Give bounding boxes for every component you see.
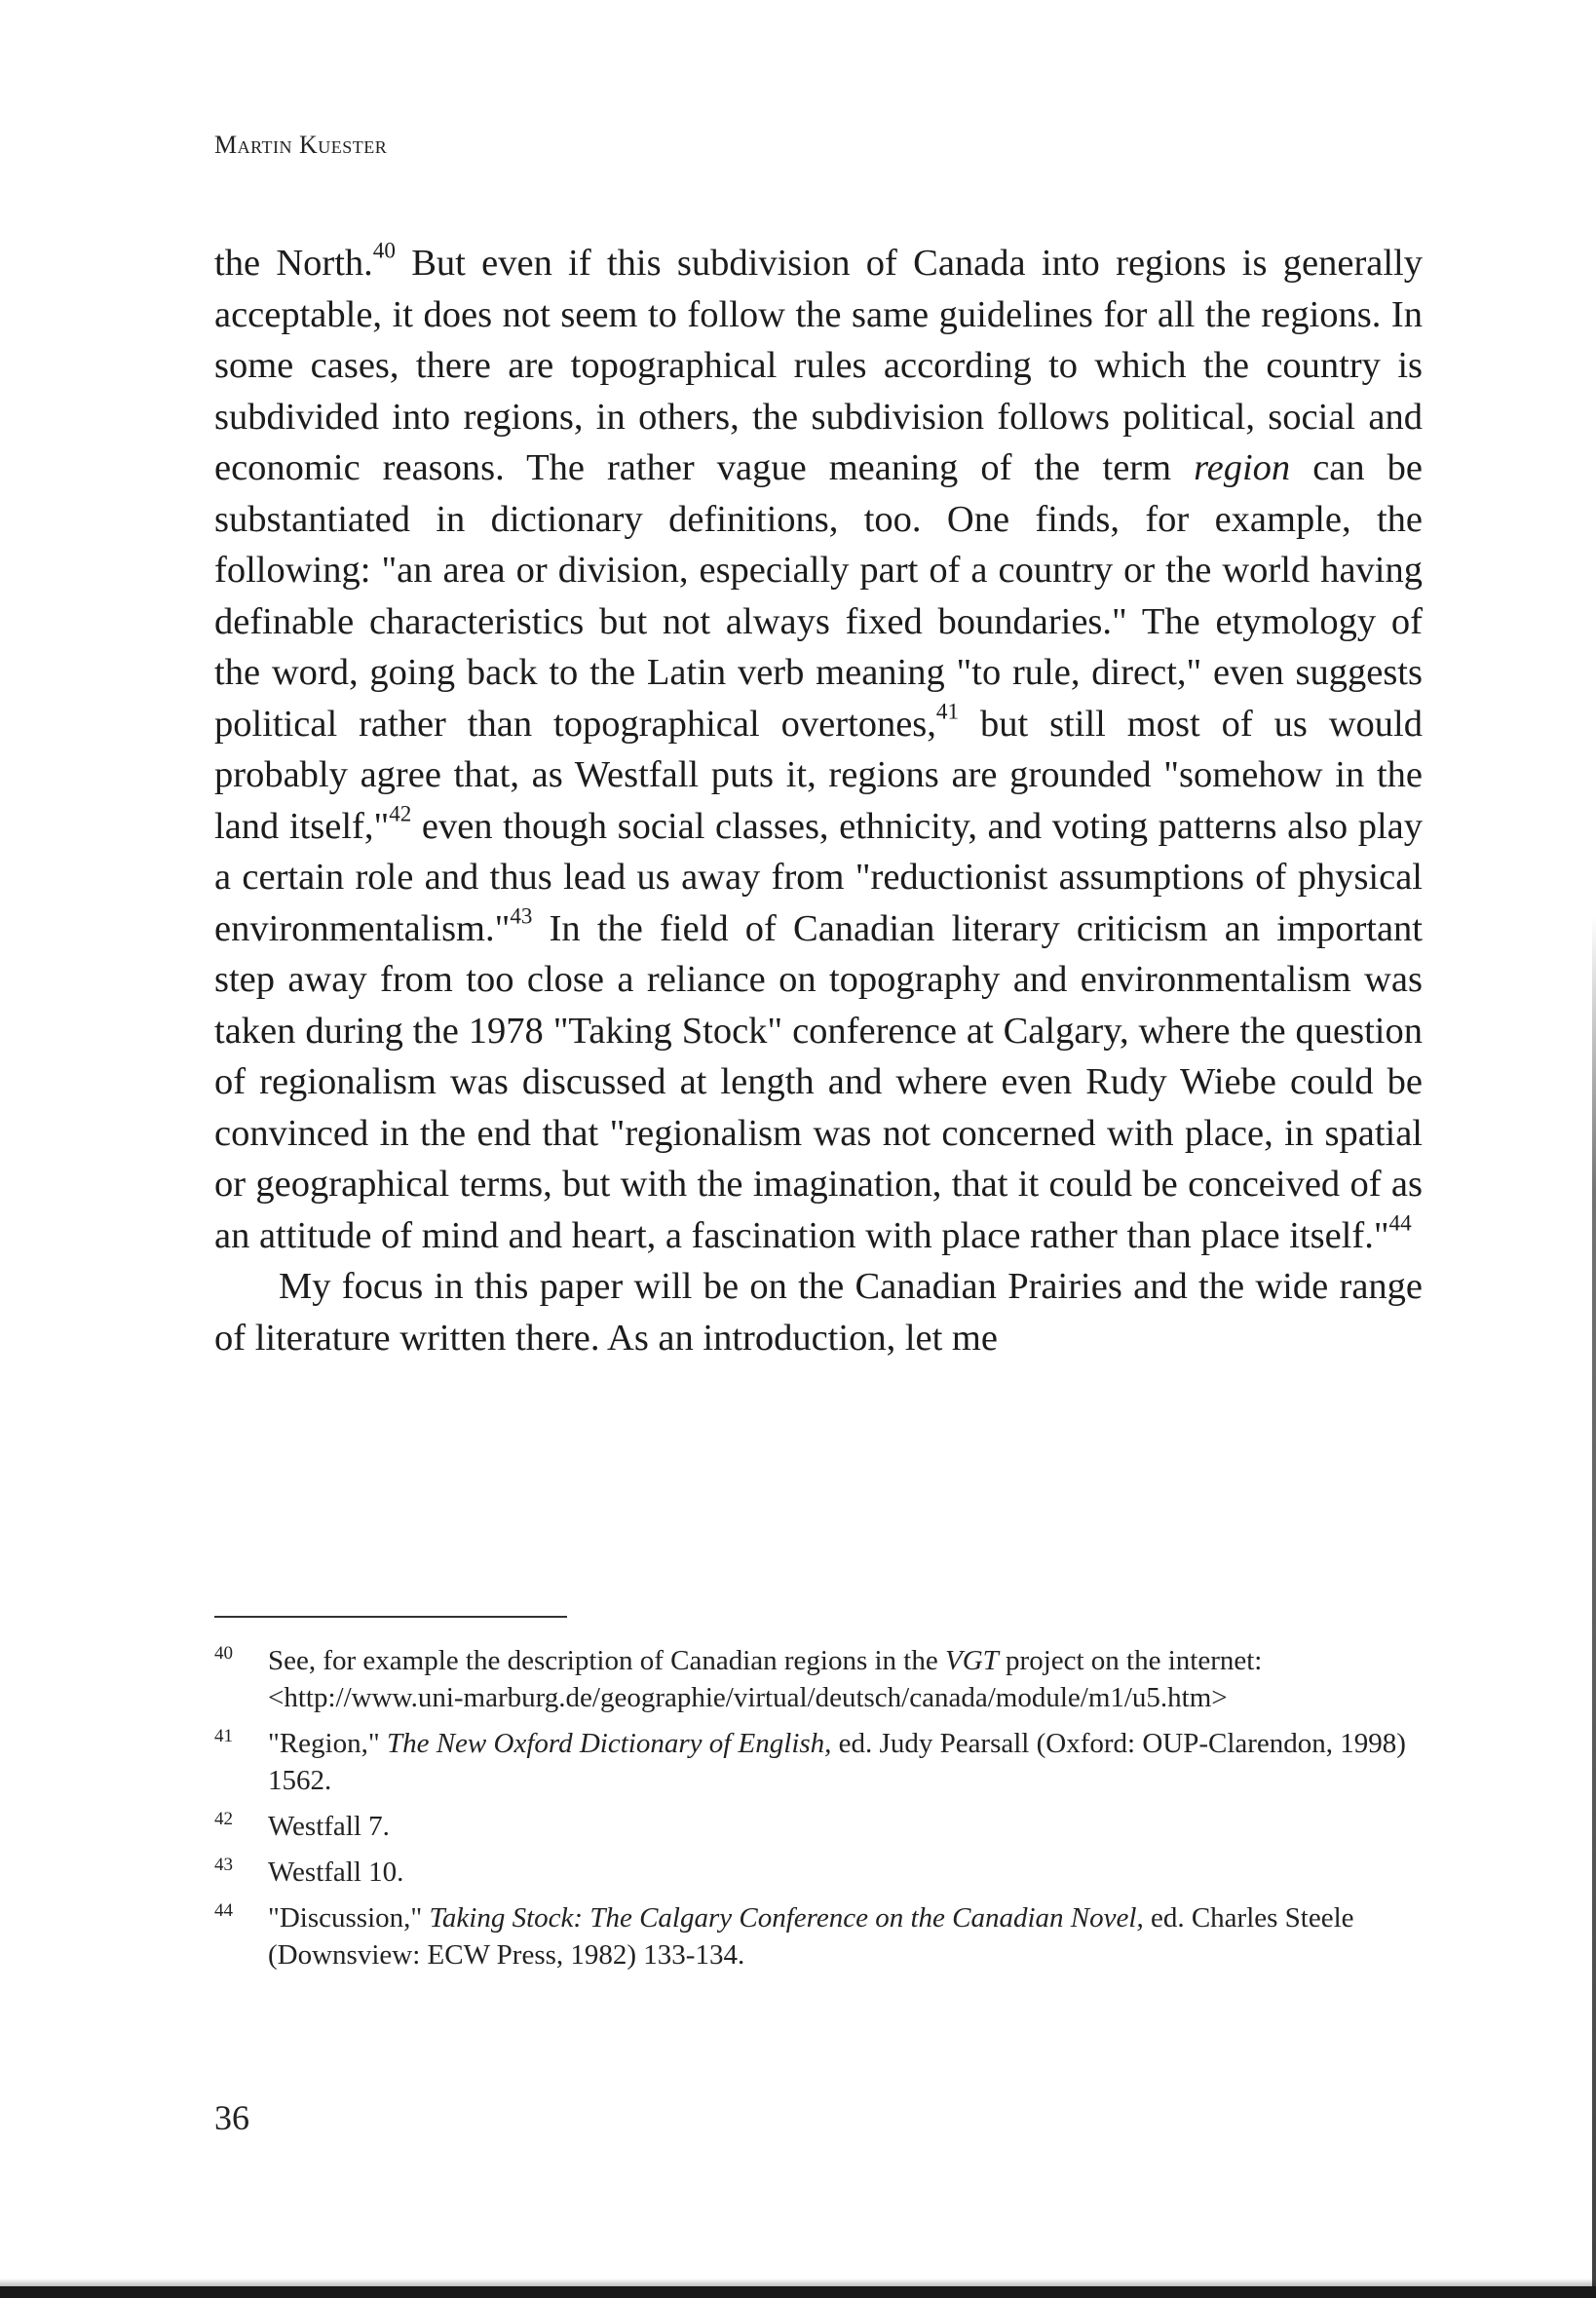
running-head-author: Martin Kuester	[214, 131, 388, 159]
footnote-italic: VGT	[944, 1645, 999, 1676]
scan-edge-shadow	[1592, 916, 1596, 2298]
footnote-separator	[214, 1616, 567, 1618]
footnote-41	[214, 1725, 1423, 1799]
footnote-ref-41: 41	[935, 698, 960, 724]
footnote-number: 41	[214, 1726, 233, 1746]
paragraph-2: My focus in this paper will be on the Canadian Prairies and the wide range of literature written there. As an introduction, let me	[214, 1266, 1423, 1359]
text-run: But even if this subdivision of Canada into regions is generally acceptable, it does not seem to follow the same guidelines for all the regions. In some cases, there are topographical rules according to which the country is subdivided into regions, in others, the subdivision follows political, social and economic reasons. The rather vague meaning of the term	[214, 243, 1423, 488]
footnote-40	[214, 1642, 1423, 1716]
footnote-text: Westfall 10.	[268, 1857, 404, 1888]
footnote-44	[214, 1899, 1423, 1973]
footnote-ref-44: 44	[1388, 1209, 1412, 1236]
page-number: 36	[214, 2098, 249, 2137]
footnotes	[214, 1642, 1423, 1982]
main-text	[214, 238, 1423, 1363]
footnote-ref-40: 40	[372, 237, 396, 263]
text-run: the North.	[214, 243, 373, 284]
footnote-italic: Taking Stock: The Calgary Conference on the Canadian Novel,	[429, 1902, 1144, 1934]
footnote-text: ed. Charles Steele (Downsview: ECW Press, 1982) 133-134.	[268, 1902, 1354, 1971]
emphasized-term: region	[1194, 447, 1291, 488]
text-run: In the field of Canadian literary criticism an important step away from too close a reliance on topography and environmentalism was taken during the 1978 "Taking Stock" conference at Calgary, where the question of regionalism was discussed at length and where even Rudy Wiebe could be convinced in the end that "regionalism was not concerned with place, in spatial or geographical terms, but with the imagination, that it could be conceived of as an attitude of mind and heart, a fascination with place rather than place itself."	[214, 907, 1423, 1256]
scan-bottom-fade	[0, 2279, 1596, 2286]
footnote-ref-43: 43	[510, 902, 533, 929]
footnote-text: ed. Judy Pearsall (Oxford: OUP-Clarendon, 1998) 1562.	[268, 1728, 1406, 1796]
footnote-number: 44	[214, 1900, 233, 1921]
footnote-number: 40	[214, 1643, 233, 1664]
text-run: even though social classes, ethnicity, and voting patterns also play a certain role and thus lead us away from "reductionist assumptions of physical environmentalism."	[214, 805, 1424, 949]
footnote-ref-42: 42	[389, 800, 412, 826]
paragraph-1	[214, 238, 1423, 1261]
footnote-42	[214, 1808, 1423, 1845]
footnote-43	[214, 1854, 1423, 1891]
footnote-text: "Region,"	[268, 1728, 387, 1759]
footnote-text: Westfall 7.	[268, 1811, 390, 1842]
text-run: can be substantiated in dictionary definitions, too. One finds, for example, the following: "an area or division, especially part of a country or the world having definable characteristics but not always fixed boundaries." The etymology of the word, going back to the Latin verb meaning "to rule, direct," even suggests political rather than topographical overtones,	[214, 447, 1423, 745]
text-run: but still most of us would probably agree that, as Westfall puts it, regions are grounded "somehow in the land itself,"	[214, 703, 1423, 847]
footnote-text: See, for example the description of Canadian regions in the	[268, 1645, 945, 1676]
footnote-number: 43	[214, 1855, 233, 1875]
footnote-number: 42	[214, 1809, 233, 1829]
footnote-italic: The New Oxford Dictionary of English,	[386, 1728, 832, 1759]
scan-bottom-edge	[0, 2286, 1596, 2298]
footnote-text: project on the internet: <http://www.uni-marburg.de/geographie/virtual/deutsch/canada/module/m1/u5.htm>	[268, 1645, 1263, 1713]
footnote-text: "Discussion,"	[268, 1902, 430, 1934]
